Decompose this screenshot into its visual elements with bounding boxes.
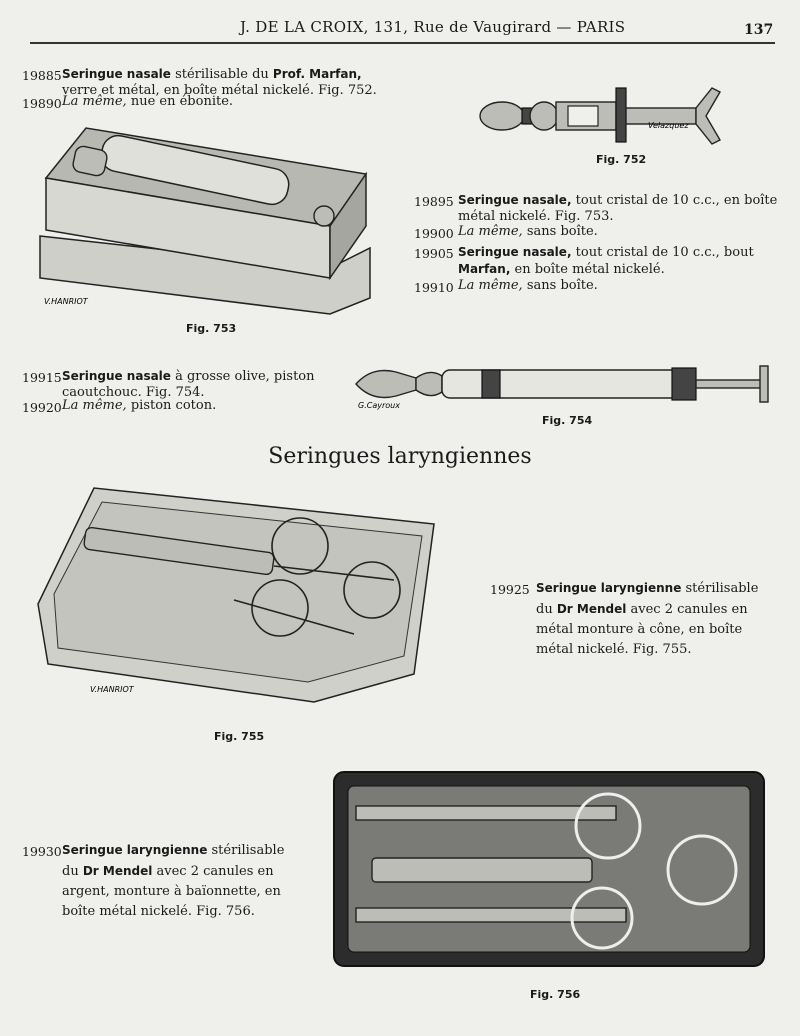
fig-753-illustration bbox=[30, 118, 380, 316]
cannula-2 bbox=[356, 908, 626, 922]
entry-plain-2: avec 2 canules en argent, monture à baïonnette, en boîte métal nickelé. Fig. 756. bbox=[62, 864, 281, 919]
entry-number: 19895 bbox=[414, 194, 454, 209]
entry-bold: Seringue nasale, bbox=[458, 245, 572, 259]
syringe-neck bbox=[416, 372, 442, 395]
entry-text bbox=[62, 398, 216, 414]
syringe-ball bbox=[530, 102, 558, 130]
entry-number: 19910 bbox=[414, 280, 454, 295]
fig-756-caption: Fig. 756 bbox=[530, 988, 581, 1001]
page-header-title: J. DE LA CROIX, 131, Rue de Vaugirard — PARIS bbox=[240, 18, 626, 36]
entry-text bbox=[536, 578, 778, 660]
entry-plain: sans boîte. bbox=[526, 224, 598, 239]
entry-bold: Seringue laryngienne bbox=[536, 581, 682, 595]
syringe-handle bbox=[696, 88, 720, 144]
engraver-signature: V.HANRIOT bbox=[90, 685, 134, 694]
entry-text bbox=[62, 368, 352, 401]
syringe-cap bbox=[672, 368, 696, 400]
entry-plain-2: en boîte métal nickelé. bbox=[514, 262, 665, 277]
entry-plain: à grosse olive, piston caoutchouc. Fig. 754. bbox=[62, 369, 315, 400]
page-number: 137 bbox=[744, 22, 774, 38]
syringe-thumb-plate bbox=[760, 366, 768, 402]
entry-plain-2: verre et métal, en boîte métal nickelé. Fig. 752. bbox=[62, 83, 377, 98]
fig-755-illustration bbox=[34, 484, 444, 706]
syringe-window bbox=[568, 106, 598, 126]
entry-bold: Seringue nasale bbox=[62, 67, 171, 81]
entry-number: 19930 bbox=[22, 844, 62, 859]
entry-text bbox=[458, 278, 598, 294]
entry-bold-2: Dr Mendel bbox=[82, 864, 153, 878]
entry-number: 19915 bbox=[22, 370, 62, 385]
entry-number: 19925 bbox=[490, 582, 530, 597]
entry-text bbox=[458, 244, 778, 278]
entry-italic: La même, bbox=[62, 398, 127, 413]
entry-text bbox=[62, 840, 288, 922]
header-rule bbox=[30, 42, 775, 44]
entry-italic: La même, bbox=[62, 94, 127, 109]
entry-text bbox=[62, 94, 233, 110]
entry-bold-2: Dr Mendel bbox=[556, 602, 627, 616]
syringe-flange bbox=[616, 88, 626, 142]
syringe-olive bbox=[314, 206, 334, 226]
entry-italic: La même, bbox=[458, 278, 523, 293]
entry-italic: La même, bbox=[458, 224, 523, 239]
entry-number: 19920 bbox=[22, 400, 62, 415]
syringe-piston bbox=[482, 370, 500, 398]
fig-753-caption: Fig. 753 bbox=[186, 322, 237, 335]
entry-bold-2: Marfan, bbox=[458, 262, 511, 276]
entry-number: 19885 bbox=[22, 68, 62, 83]
entry-bold: Seringue laryngienne bbox=[62, 843, 208, 857]
syringe-rod bbox=[696, 380, 762, 388]
fig-754-caption: Fig. 754 bbox=[542, 414, 593, 427]
entry-plain: stérilisable du bbox=[536, 581, 759, 617]
fig-754-illustration bbox=[352, 358, 777, 414]
section-title: Seringues laryngiennes bbox=[268, 444, 532, 469]
entry-text bbox=[458, 224, 598, 240]
fig-752-illustration bbox=[472, 78, 732, 148]
entry-number: 19905 bbox=[414, 246, 454, 261]
entry-plain: piston coton. bbox=[130, 398, 217, 413]
entry-number: 19900 bbox=[414, 226, 454, 241]
engraver-signature: V.HANRIOT bbox=[44, 297, 88, 306]
fig-752-caption: Fig. 752 bbox=[596, 153, 647, 166]
entry-text bbox=[458, 192, 778, 225]
syringe-barrel bbox=[372, 858, 592, 882]
engraver-signature: Velazquez bbox=[648, 121, 689, 130]
entry-plain: stérilisable du bbox=[175, 67, 269, 82]
entry-plain-2: avec 2 canules en métal monture à cône, en boîte métal nickelé. Fig. 755. bbox=[536, 602, 748, 657]
entry-bold: Seringue nasale, bbox=[458, 193, 572, 207]
entry-plain: nue en ébonite. bbox=[130, 94, 234, 109]
syringe-glass-barrel bbox=[442, 370, 692, 398]
syringe-olive-tip bbox=[480, 102, 524, 130]
entry-number: 19890 bbox=[22, 96, 62, 111]
entry-bold-2: Prof. Marfan, bbox=[272, 67, 362, 81]
syringe-olive-tip bbox=[356, 371, 416, 398]
engraver-signature: G.Cayroux bbox=[358, 401, 400, 410]
fig-756-illustration bbox=[332, 770, 768, 970]
entry-plain: tout cristal de 10 c.c., en boîte métal nickelé. Fig. 753. bbox=[458, 193, 778, 224]
entry-bold: Seringue nasale bbox=[62, 369, 171, 383]
entry-plain: sans boîte. bbox=[526, 278, 598, 293]
entry-plain: tout cristal de 10 c.c., bout bbox=[575, 245, 754, 260]
fig-755-caption: Fig. 755 bbox=[214, 730, 265, 743]
entry-plain: stérilisable du bbox=[62, 843, 285, 879]
